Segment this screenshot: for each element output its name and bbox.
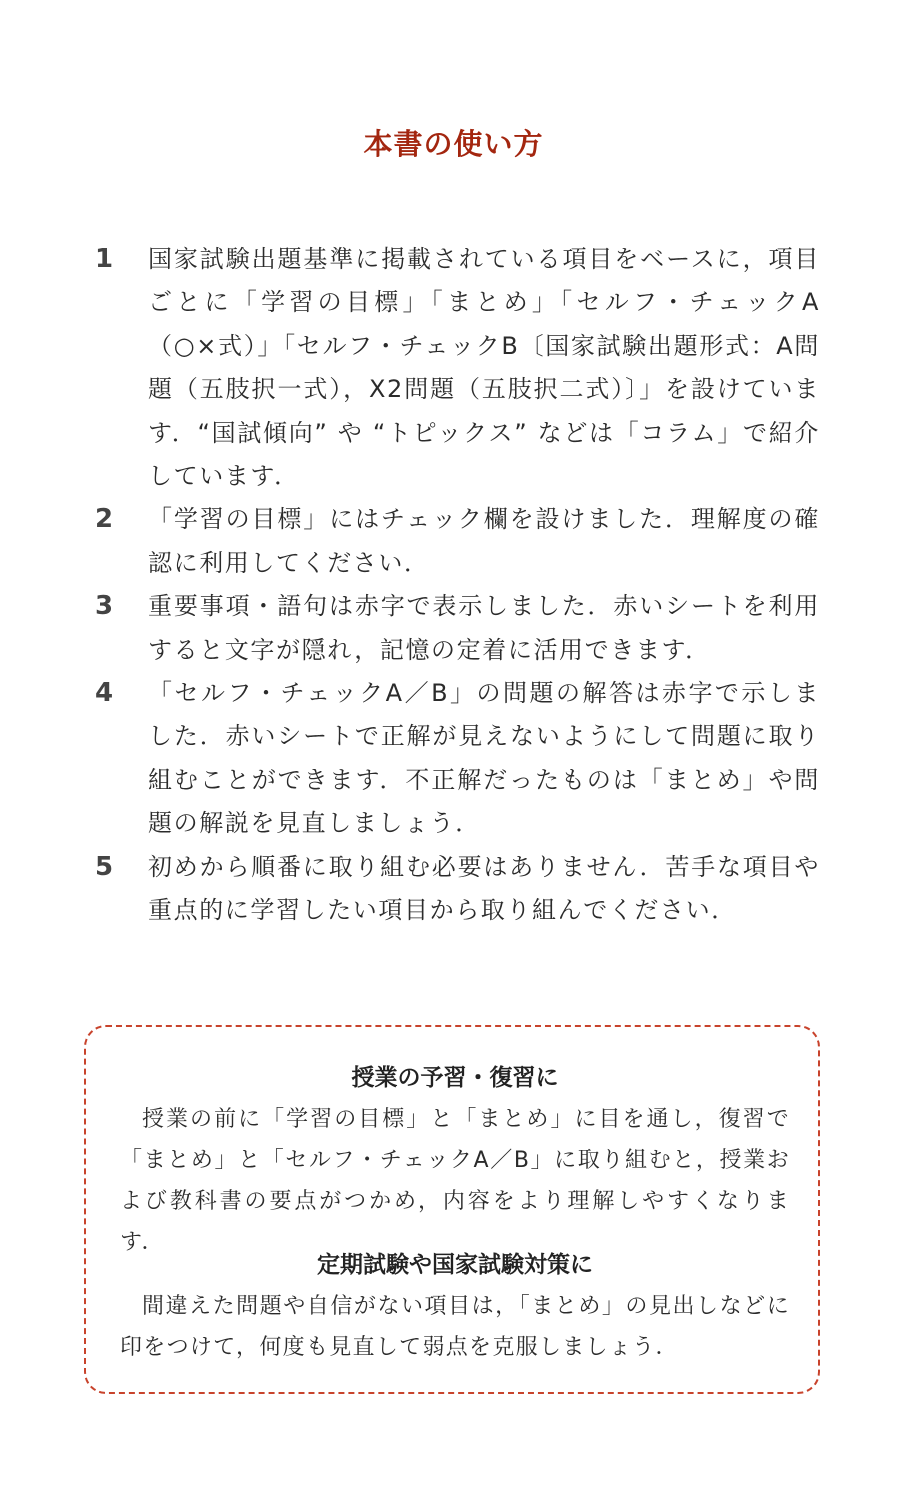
tips-box	[84, 1025, 820, 1394]
item-text: 「学習の目標」にはチェック欄を設けました．理解度の確認に利用してください．	[148, 505, 820, 577]
list-item	[95, 585, 820, 672]
list-item	[95, 672, 820, 846]
page-title: 本書の使い方	[363, 127, 544, 161]
item-text: 「セルフ・チェックA／B」の問題の解答は赤字で示しました．赤いシートで正解が見えないようにして問題に取り組むことができます．不正解だったものは「まとめ」や問題の解説を見直しましょう．	[148, 679, 820, 838]
item-text: 国家試験出題基準に掲載されている項目をベースに，項目ごとに「学習の目標」「まとめ」「セルフ・チェックA（○×式）」「セルフ・チェックB〔国家試験出題形式：A問題（五肢択一式），X2問題（五肢択二式）〕」を設けています．“国試傾向” や “トピックス” などは「コラム」で紹介しています．	[148, 245, 820, 491]
item-number: 1	[95, 244, 114, 274]
item-text: 重要事項・語句は赤字で表示しました．赤いシートを利用すると文字が隠れ，記憶の定着に活用できます．	[148, 592, 820, 664]
tip-body: 授業の前に「学習の目標」と「まとめ」に目を通し，復習で「まとめ」と「セルフ・チェックA／B」に取り組むと，授業および教科書の要点がつかめ，内容をより理解しやすくなります．	[120, 1107, 790, 1255]
item-number: 3	[95, 591, 114, 622]
item-number: 2	[95, 504, 114, 535]
tip-heading: 定期試験や国家試験対策に	[317, 1252, 593, 1278]
item-number: 5	[95, 851, 114, 882]
list-item	[95, 498, 820, 585]
tip-body: 間違えた問題や自信がない項目は，「まとめ」の見出しなどに印をつけて，何度も見直して弱点を克服しましょう．	[120, 1294, 790, 1360]
tip-heading: 授業の予習・復習に	[351, 1065, 559, 1091]
tip-section-review	[120, 1061, 790, 1263]
tip-section-exam	[120, 1248, 790, 1368]
list-item	[95, 238, 820, 498]
item-number: 4	[95, 678, 114, 709]
item-text: 初めから順番に取り組む必要はありません．苦手な項目や重点的に学習したい項目から取り組んでください．	[148, 852, 820, 925]
usage-list	[95, 238, 820, 933]
list-item	[95, 846, 820, 933]
